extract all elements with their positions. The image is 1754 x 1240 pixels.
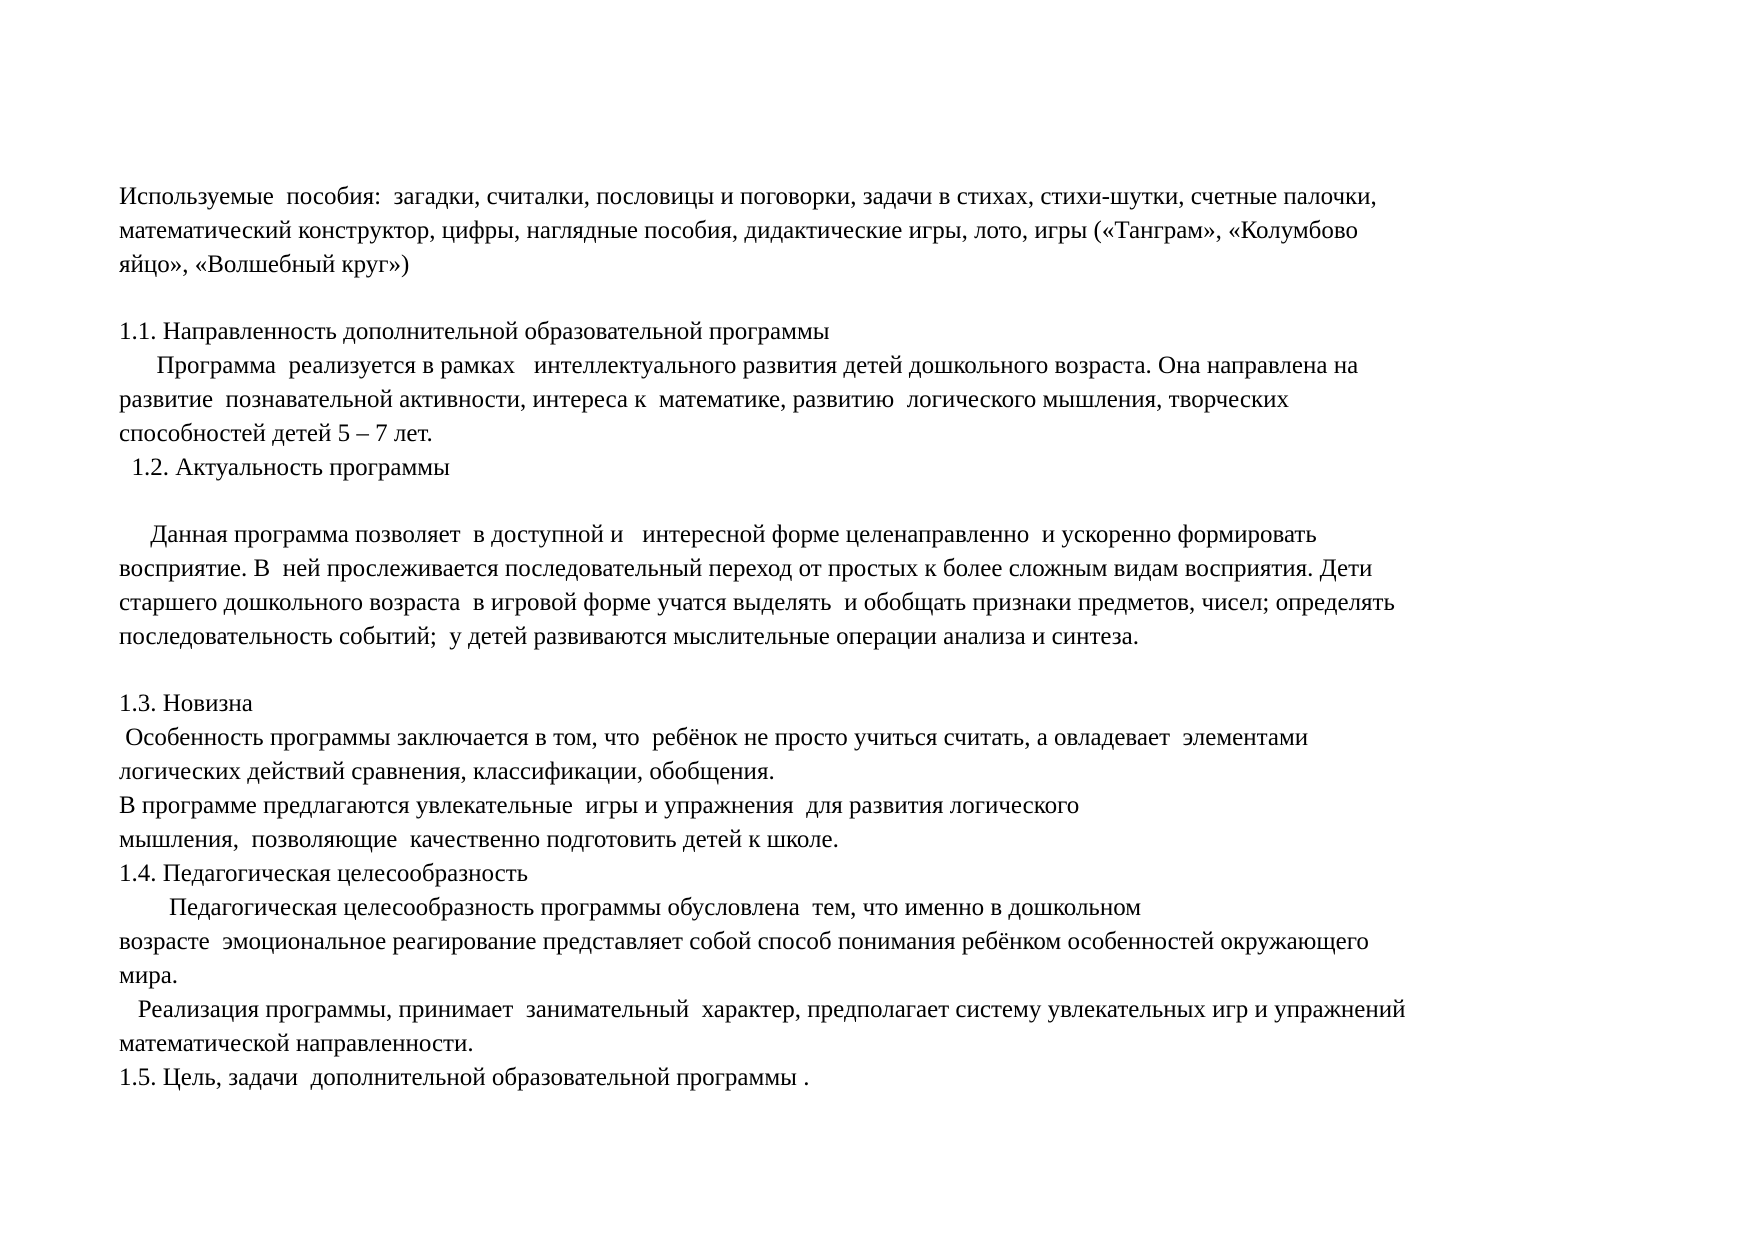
text-line: математический конструктор, цифры, наглядные пособия, дидактические игры, лото, игры («Танграм», «Колумбово — [119, 217, 1359, 244]
text-line: Используемые пособия: загадки, считалки, пословицы и поговорки, задачи в стихах, стихи-шутки, счетные палочки, — [119, 183, 1377, 210]
text-line: возрасте эмоциональное реагирование представляет собой способ понимания ребёнком особенностей окружающего — [119, 928, 1369, 955]
section-heading: 1.3. Новизна — [119, 690, 253, 717]
text-line: математической направленности. — [119, 1030, 474, 1057]
text-line: В программе предлагаются увлекательные игры и упражнения для развития логического — [119, 792, 1080, 819]
text-line: Программа реализуется в рамках интеллектуального развития детей дошкольного возраста. Она направлена на — [119, 352, 1359, 379]
text-line: Педагогическая целесообразность программы обусловлена тем, что именно в дошкольном — [119, 894, 1142, 921]
section-heading: 1.1. Направленность дополнительной образовательной программы — [119, 318, 830, 345]
text-line: развитие познавательной активности, интереса к математике, развитию логического мышления, творческих — [119, 386, 1290, 413]
text-line: мира. — [119, 962, 179, 989]
section-heading: 1.4. Педагогическая целесообразность — [119, 860, 529, 887]
text-line: мышления, позволяющие качественно подготовить детей к школе. — [119, 826, 839, 853]
text-line: Данная программа позволяет в доступной и интересной форме целенаправленно и ускоренно формировать — [119, 521, 1317, 548]
text-line: логических действий сравнения, классификации, обобщения. — [119, 758, 775, 785]
text-line: восприятие. В ней прослеживается последовательный переход от простых к более сложным видам восприятия. Дети — [119, 555, 1373, 582]
text-line: Реализация программы, принимает занимательный характер, предполагает систему увлекательных игр и упражнений — [119, 996, 1406, 1023]
text-line: старшего дошкольного возраста в игровой форме учатся выделять и обобщать признаки предметов, чисел; определять — [119, 589, 1395, 616]
text-line: последовательность событий; у детей развиваются мыслительные операции анализа и синтеза. — [119, 623, 1140, 650]
text-line: Особенность программы заключается в том, что ребёнок не просто учиться считать, а овладевает элементами — [119, 724, 1309, 751]
section-heading: 1.2. Актуальность программы — [119, 454, 450, 481]
text-line: яйцо», «Волшебный круг») — [119, 251, 410, 278]
text-line: способностей детей 5 – 7 лет. — [119, 420, 433, 447]
section-heading: 1.5. Цель, задачи дополнительной образовательной программы . — [119, 1064, 810, 1091]
